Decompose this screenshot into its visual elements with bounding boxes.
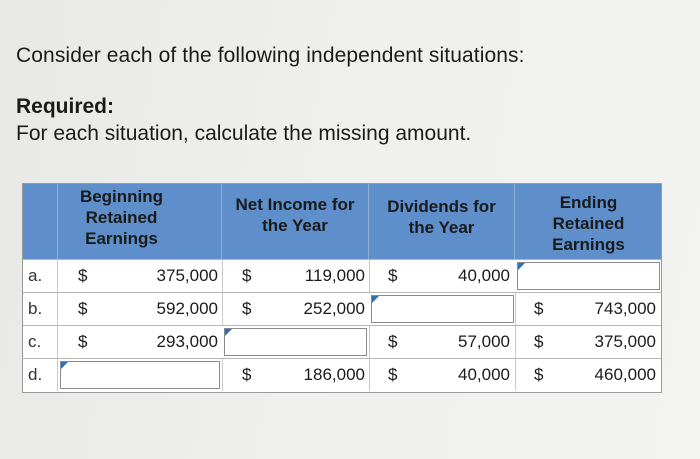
- header-dividends: [369, 183, 515, 259]
- header-ending-line-1: Ending: [559, 192, 618, 212]
- row-label: c.: [22, 326, 58, 358]
- required-heading: Required:: [16, 95, 115, 118]
- ending-dollar-sign: $: [534, 299, 544, 318]
- table-row-b: [22, 292, 662, 325]
- beginning-retained-earnings-value: 375,000: [156, 266, 218, 285]
- header-dividends-line-1: Dividends for: [387, 197, 496, 216]
- retained-earnings-table: [22, 183, 662, 393]
- row-label: b.: [22, 293, 58, 325]
- header-beginning-line-2: Retained: [85, 207, 158, 227]
- header-net-income-line-2: the Year: [262, 216, 328, 235]
- table-row-a: [22, 259, 662, 292]
- header-net-income: [222, 183, 369, 259]
- net-income-dollar-sign: $: [242, 266, 252, 285]
- beginning-retained-earnings-value: 293,000: [156, 332, 218, 351]
- table-row-d: [22, 358, 662, 393]
- dividends-value: 57,000: [458, 332, 510, 351]
- beginning-retained-earnings-value: 592,000: [156, 299, 218, 318]
- header-label-spacer: [22, 183, 58, 259]
- ending-retained-earnings-value: 743,000: [594, 299, 656, 318]
- ending-retained-earnings-value: 460,000: [594, 365, 656, 384]
- header-ending-line-3: Earnings: [552, 234, 625, 254]
- dividends-value: 40,000: [458, 266, 510, 285]
- net-income-value: 119,000: [304, 266, 365, 285]
- beginning-dollar-sign: $: [78, 332, 88, 351]
- intro-text: Consider each of the following independent situations:: [16, 44, 525, 67]
- dividends-value: 40,000: [458, 365, 510, 384]
- ending-dollar-sign: $: [534, 365, 544, 384]
- beginning-dollar-sign: $: [78, 266, 88, 285]
- header-beginning-line-1: Beginning: [79, 186, 164, 206]
- header-ending-line-2: Retained: [552, 213, 625, 233]
- ending-retained-earnings-value: 375,000: [594, 332, 656, 351]
- dividends-dollar-sign: $: [388, 365, 398, 384]
- net-income-value: 186,000: [303, 365, 365, 384]
- ending-dollar-sign: $: [534, 332, 544, 351]
- dividends-input[interactable]: [371, 295, 514, 323]
- header-beginning-line-3: Earnings: [85, 228, 158, 248]
- net-income-value: 252,000: [303, 299, 365, 318]
- net-income-dollar-sign: $: [242, 299, 252, 318]
- beginning-retained-earnings-input[interactable]: [60, 361, 220, 389]
- row-label: d.: [22, 359, 58, 391]
- ending-retained-earnings-input[interactable]: [517, 262, 660, 290]
- header-net-income-line-1: Net Income for: [235, 195, 355, 214]
- required-instructions: For each situation, calculate the missing amount.: [16, 122, 472, 145]
- header-dividends-line-2: the Year: [408, 218, 475, 237]
- net-income-dollar-sign: $: [242, 365, 252, 384]
- table-row-c: [22, 325, 662, 358]
- row-label: a.: [22, 260, 58, 292]
- dividends-dollar-sign: $: [388, 266, 398, 285]
- dividends-dollar-sign: $: [388, 332, 398, 351]
- header-beginning-retained-earnings: [58, 183, 222, 259]
- beginning-dollar-sign: $: [78, 299, 88, 318]
- header-ending-retained-earnings: [515, 183, 662, 259]
- net-income-input[interactable]: [224, 328, 367, 356]
